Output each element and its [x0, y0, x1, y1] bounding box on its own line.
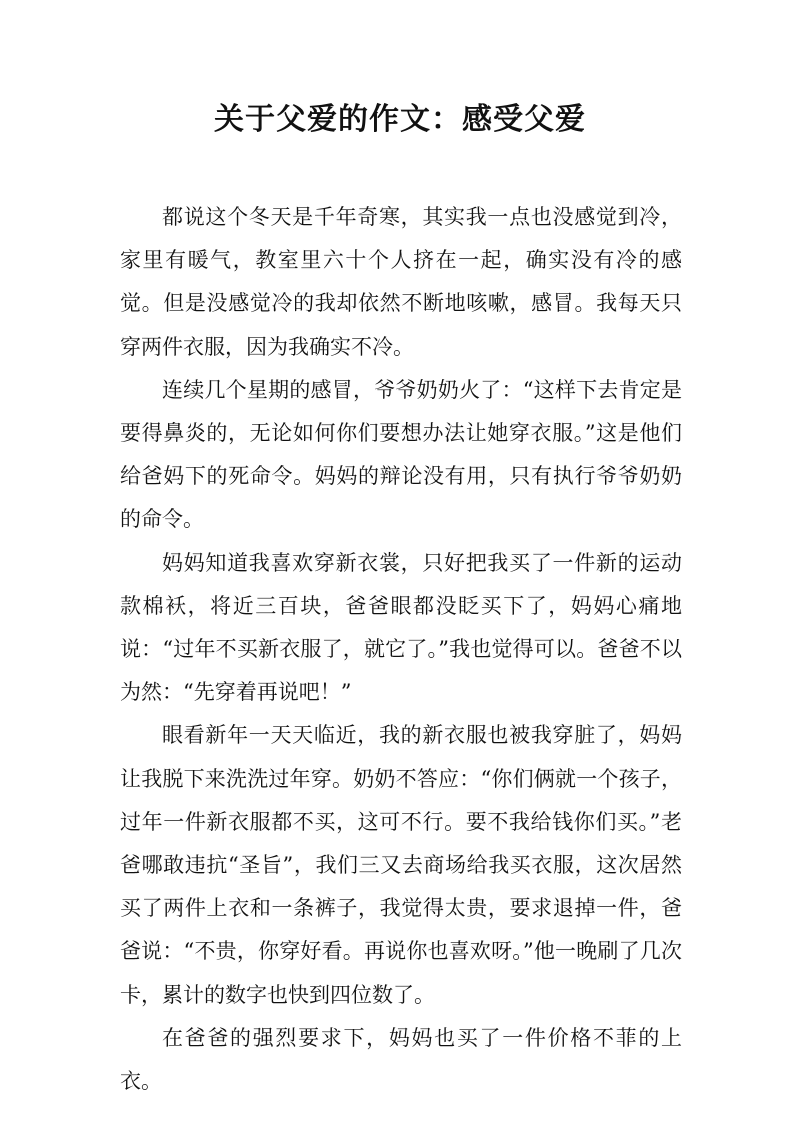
- paragraph: 眼看新年一天天临近，我的新衣服也被我穿脏了，妈妈让我脱下来洗洗过年穿。奶奶不答应：“你们俩就一个孩子，过年一件新衣服都不买，这可不行。要不我给钱你们买。”老爸哪敢违抗“圣旨”，我们三又去商场给我买衣服，这次居然买了两件上衣和一条裤子，我觉得太贵，要求退掉一件，爸爸说：“不贵，你穿好看。再说你也喜欢呀。”他一晚刷了几次卡，累计的数字也快到四位数了。: [120, 723, 682, 1007]
- paragraph: 都说这个冬天是千年奇寒，其实我一点也没感觉到冷，家里有暖气，教室里六十个人挤在一起，确实没有冷的感觉。但是没感觉冷的我却依然不断地咳嗽，感冒。我每天只穿两件衣服，因为我确实不冷。: [120, 205, 682, 359]
- paragraph: 在爸爸的强烈要求下，妈妈也买了一件价格不菲的上衣。: [120, 1025, 682, 1094]
- paragraph: 连续几个星期的感冒，爷爷奶奶火了：“这样下去肯定是要得鼻炎的，无论如何你们要想办法让她穿衣服。”这是他们给爸妈下的死命令。妈妈的辩论没有用，只有执行爷爷奶奶的命令。: [120, 377, 682, 532]
- paragraph: 妈妈知道我喜欢穿新衣裳，只好把我买了一件新的运动款棉袄，将近三百块，爸爸眼都没眨买下了，妈妈心痛地说：“过年不买新衣服了，就它了。”我也觉得可以。爸爸不以为然：“先穿着再说吧！”: [120, 550, 682, 705]
- document-title: 关于父爱的作文：感受父爱: [214, 102, 586, 137]
- document-body: [120, 196, 682, 1103]
